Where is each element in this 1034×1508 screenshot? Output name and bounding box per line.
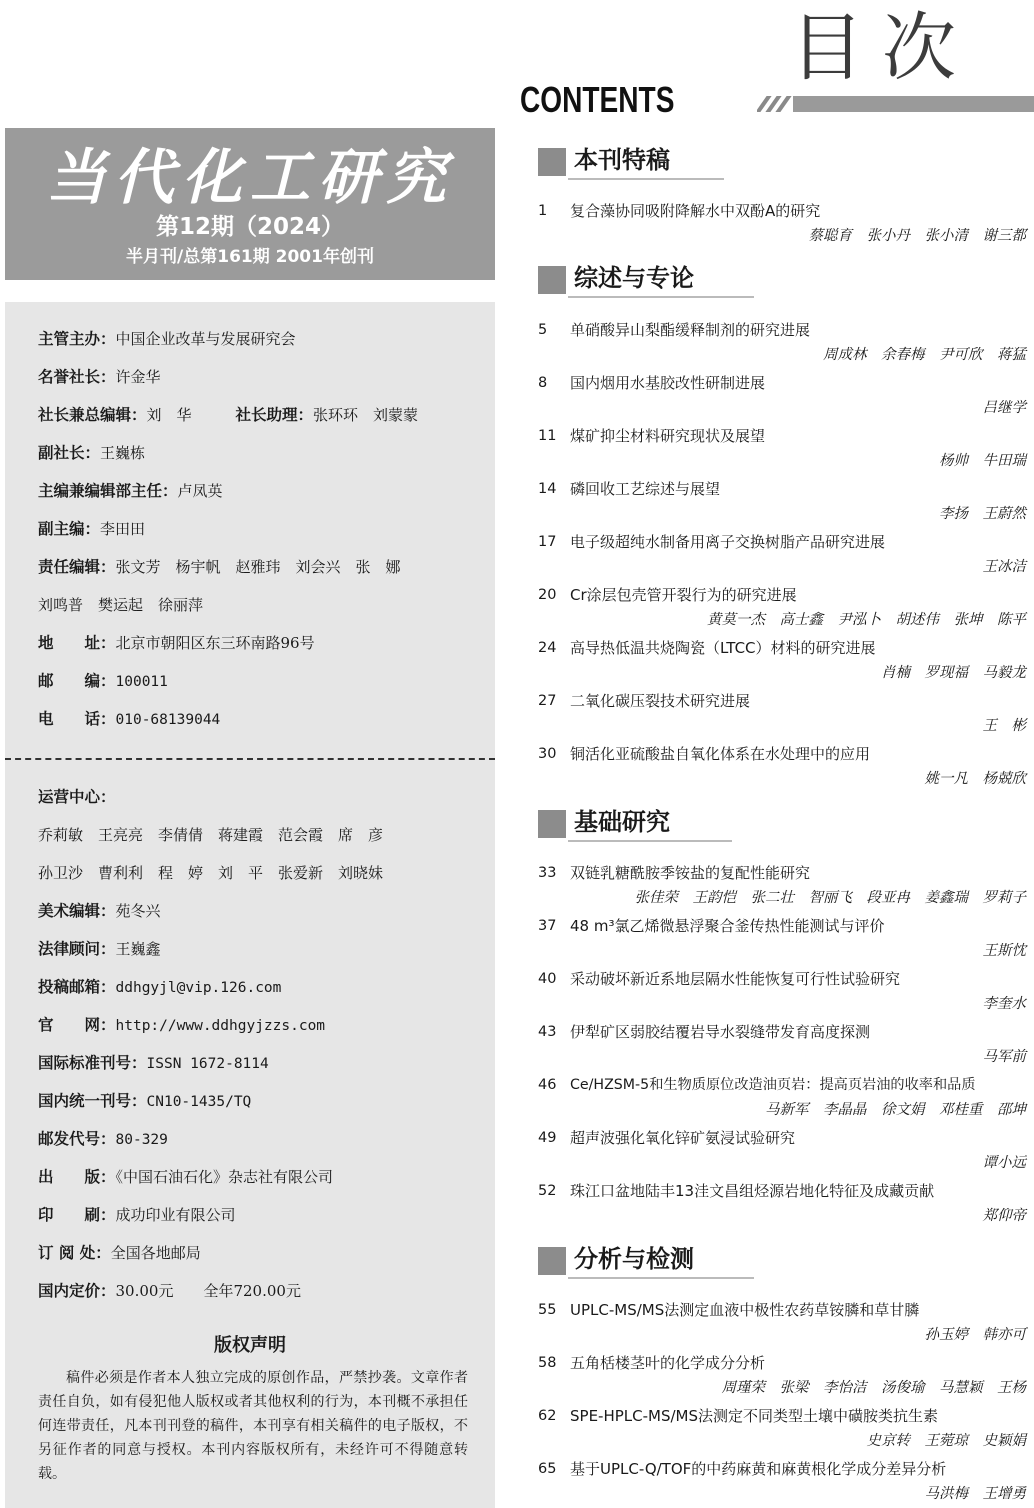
journal-title: 当代化工研究	[46, 143, 454, 213]
info-legal: 法律顾问：王巍鑫	[38, 940, 161, 958]
info-editors-cont: 刘鸣普 樊运起 徐丽萍	[38, 596, 204, 614]
toc-entry[interactable]: 30 铜活化亚硫酸盐自氧化体系在水处理中的应用 姚一凡 杨兢欣	[538, 745, 1026, 787]
dashed-divider	[5, 758, 495, 760]
toc-entry[interactable]: 8 国内烟用水基胶改性研制进展 吕继学	[538, 374, 1026, 416]
toc-entry[interactable]: 20 Cr涂层包壳管开裂行为的研究进展 黄莫一杰 高士鑫 尹泓卜 胡述伟 张坤 陈平	[538, 586, 1026, 628]
toc-entry[interactable]: 40 采动破坏新近系地层隔水性能恢复可行性试验研究 李奎水	[538, 970, 1026, 1012]
toc-entry[interactable]: 33 双链乳糖酰胺季铵盐的复配性能研究 张佳荣 王韵恺 张二壮 智丽飞 段亚冉 姜鑫瑞 罗莉子	[538, 864, 1026, 906]
toc-entry[interactable]: 11 煤矿抑尘材料研究现状及展望 杨帅 牛田瑞	[538, 427, 1026, 469]
info-operations-staff-1: 乔莉敏 王亮亮 李倩倩 蒋建霞 范会霞 席 彦	[38, 826, 384, 844]
info-price: 国内定价：30.00元 全年720.00元	[38, 1282, 301, 1300]
info-address: 地 址：北京市朝阳区东三环南路96号	[38, 634, 315, 652]
info-art-editor: 美术编辑：苑冬兴	[38, 902, 161, 920]
section-marker	[538, 1247, 566, 1275]
info-postcode: 邮 编：100011	[38, 672, 168, 690]
info-operations: 运营中心：	[38, 788, 116, 806]
info-honorary-president: 名誉社长：许金华	[38, 368, 161, 386]
info-sponsor: 主管主办：中国企业改革与发展研究会	[38, 330, 296, 348]
toc-entry[interactable]: 27 二氧化碳压裂技术研究进展 王 彬	[538, 692, 1026, 734]
info-president: 社长兼总编辑：刘 华 社长助理：张环环 刘蒙蒙	[38, 406, 419, 424]
toc-entry[interactable]: 24 高导热低温共烧陶瓷（LTCC）材料的研究进展 肖楠 罗现福 马毅龙	[538, 639, 1026, 681]
info-subscription: 订 阅 处：全国各地邮局	[38, 1244, 201, 1262]
toc-entry[interactable]: 58 五角栝楼茎叶的化学成分分析 周瑾荣 张梁 李怡洁 汤俊瑜 马慧颖 王杨	[538, 1354, 1026, 1396]
info-vice-president: 副社长：王巍栋	[38, 444, 146, 462]
info-panel	[5, 302, 495, 1508]
copyright-text: 稿件必须是作者本人独立完成的原创作品，严禁抄袭。文章作者责任自负，如有侵犯他人版权或者其他权利的行为，本刊概不承担任何连带责任，凡本刊刊登的稿件，本刊享有相关稿件的电子版权，不另征作者的同意与授权。本刊内容版权所有，未经许可不得随意转载。	[38, 1370, 468, 1482]
info-publisher: 出 版：《中国石油石化》杂志社有限公司	[38, 1168, 334, 1186]
info-cn: 国内统一刊号：CN10-1435/TQ	[38, 1092, 252, 1110]
decorative-stripes	[757, 96, 1034, 112]
page-heading-mulu: 目次	[790, 5, 974, 91]
journal-masthead	[5, 128, 495, 280]
journal-issue: 第12期（2024）	[155, 214, 345, 240]
toc-entry[interactable]: 5 单硝酸异山梨酯缓释制剂的研究进展 周成林 余春梅 尹可欣 蒋猛	[538, 321, 1026, 363]
toc-entry[interactable]: 1 复合藻协同吸附降解水中双酚A的研究 蔡聪育 张小丹 张小清 谢三都	[538, 202, 1026, 244]
contents-heading: CONTENTS	[520, 79, 675, 120]
section-marker	[538, 810, 566, 838]
info-phone: 电 话：010-68139044	[38, 710, 221, 728]
info-email: 投稿邮箱：ddhgyjl@vip.126.com	[38, 978, 282, 996]
toc-entry[interactable]: 52 珠江口盆地陆丰13洼文昌组烃源岩地化特征及成藏贡献 郑仰帝	[538, 1182, 1026, 1224]
toc-entry[interactable]: 49 超声波强化氧化锌矿氨浸试验研究 谭小远	[538, 1129, 1026, 1171]
copyright-title: 版权声明	[214, 1335, 286, 1356]
info-postal-code: 邮发代号：80-329	[38, 1130, 168, 1148]
info-website: 官 网：http://www.ddhgyjzzs.com	[38, 1016, 326, 1034]
journal-subtitle: 半月刊/总第161期 2001年创刊	[126, 247, 374, 267]
toc-entry[interactable]: 55 UPLC-MS/MS法测定血液中极性农药草铵膦和草甘膦 孙玉婷 韩亦可	[538, 1301, 1026, 1343]
toc-entry[interactable]: 37 48 m³氯乙烯微悬浮聚合釜传热性能测试与评价 王斯忱	[538, 917, 1026, 959]
section-marker	[538, 148, 566, 176]
toc-entry[interactable]: 62 SPE-HPLC-MS/MS法测定不同类型土壤中磺胺类抗生素 史京转 王菀琼 史颖娟	[538, 1407, 1026, 1449]
toc-entry[interactable]: 43 伊犁矿区弱胶结覆岩导水裂缝带发育高度探测 马军前	[538, 1023, 1026, 1065]
toc-entry[interactable]: 14 磷回收工艺综述与展望 李扬 王蔚然	[538, 480, 1026, 522]
info-issn: 国际标准刊号：ISSN 1672-8114	[38, 1054, 269, 1072]
info-printer: 印 刷：成功印业有限公司	[38, 1206, 236, 1224]
info-editors: 责任编辑：张文芳 杨宇帆 赵雅玮 刘会兴 张 娜	[38, 558, 401, 576]
toc-entry[interactable]: 46 Ce/HZSM-5和生物质原位改造油页岩：提高页岩油的收率和品质 马新军 李晶晶 徐文娟 邓桂重 邵坤	[538, 1077, 1026, 1118]
section-marker	[538, 266, 566, 294]
info-operations-staff-2: 孙卫沙 曹利利 程 婷 刘 平 张爱新 刘晓妹	[38, 864, 384, 882]
info-deputy-editor: 副主编：李田田	[38, 520, 146, 538]
info-chief-editor: 主编兼编辑部主任：卢凤英	[38, 482, 223, 500]
toc-entry[interactable]: 65 基于UPLC-Q/TOF的中药麻黄和麻黄根化学成分差异分析 马洪梅 王增勇	[538, 1460, 1026, 1502]
toc-entry[interactable]: 17 电子级超纯水制备用离子交换树脂产品研究进展 王冰洁	[538, 533, 1026, 575]
